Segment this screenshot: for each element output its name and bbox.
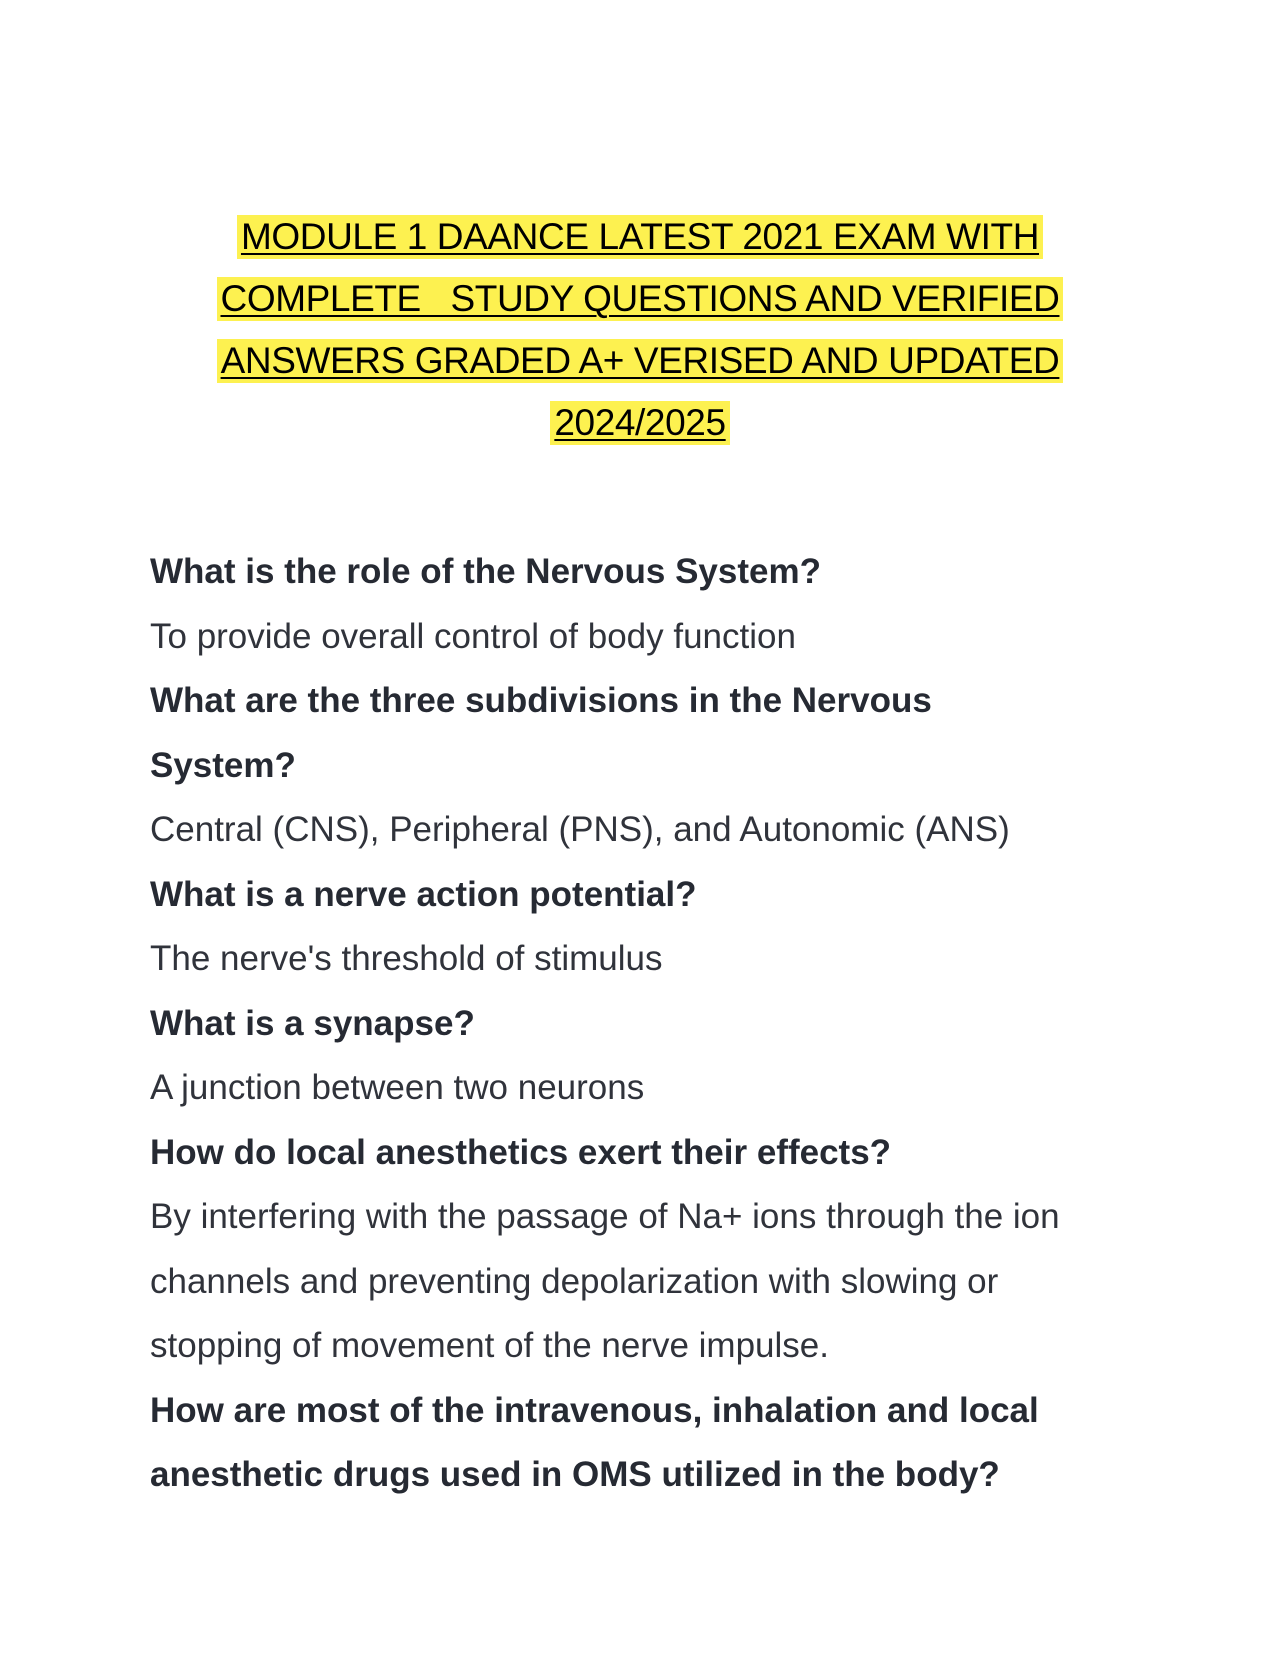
answer-text: To provide overall control of body function xyxy=(150,616,796,656)
question-text: What is the role of the Nervous System? xyxy=(150,552,821,591)
title-line: COMPLETE STUDY QUESTIONS AND VERIFIED xyxy=(217,277,1064,321)
title-line: MODULE 1 DAANCE LATEST 2021 EXAM WITH xyxy=(237,215,1043,259)
qa-list xyxy=(150,540,1150,1508)
title-line: ANSWERS GRADED A+ VERISED AND UPDATED xyxy=(217,339,1064,383)
question-text: How are most of the intravenous, inhalation and local xyxy=(150,1390,1039,1430)
title-line: 2024/2025 xyxy=(550,401,729,445)
answer-text: stopping of movement of the nerve impulse. xyxy=(150,1326,829,1365)
answer-text: A junction between two neurons xyxy=(150,1068,645,1107)
question-text: System? xyxy=(150,745,296,785)
question-text: anesthetic drugs used in OMS utilized in the body? xyxy=(150,1455,1000,1494)
question-text: What is a synapse? xyxy=(150,1003,475,1043)
answer-text: By interfering with the passage of Na+ ions through the ion xyxy=(150,1197,1060,1236)
question-text: What are the three subdivisions in the Nervous xyxy=(150,681,932,720)
question-text: How do local anesthetics exert their effects? xyxy=(150,1132,892,1172)
answer-text: Central (CNS), Peripheral (PNS), and Autonomic (ANS) xyxy=(150,810,1010,849)
answer-text: The nerve's threshold of stimulus xyxy=(150,939,663,978)
document-title xyxy=(160,215,1120,463)
answer-text: channels and preventing depolarization with slowing or xyxy=(150,1261,999,1301)
question-text: What is a nerve action potential? xyxy=(150,874,697,914)
